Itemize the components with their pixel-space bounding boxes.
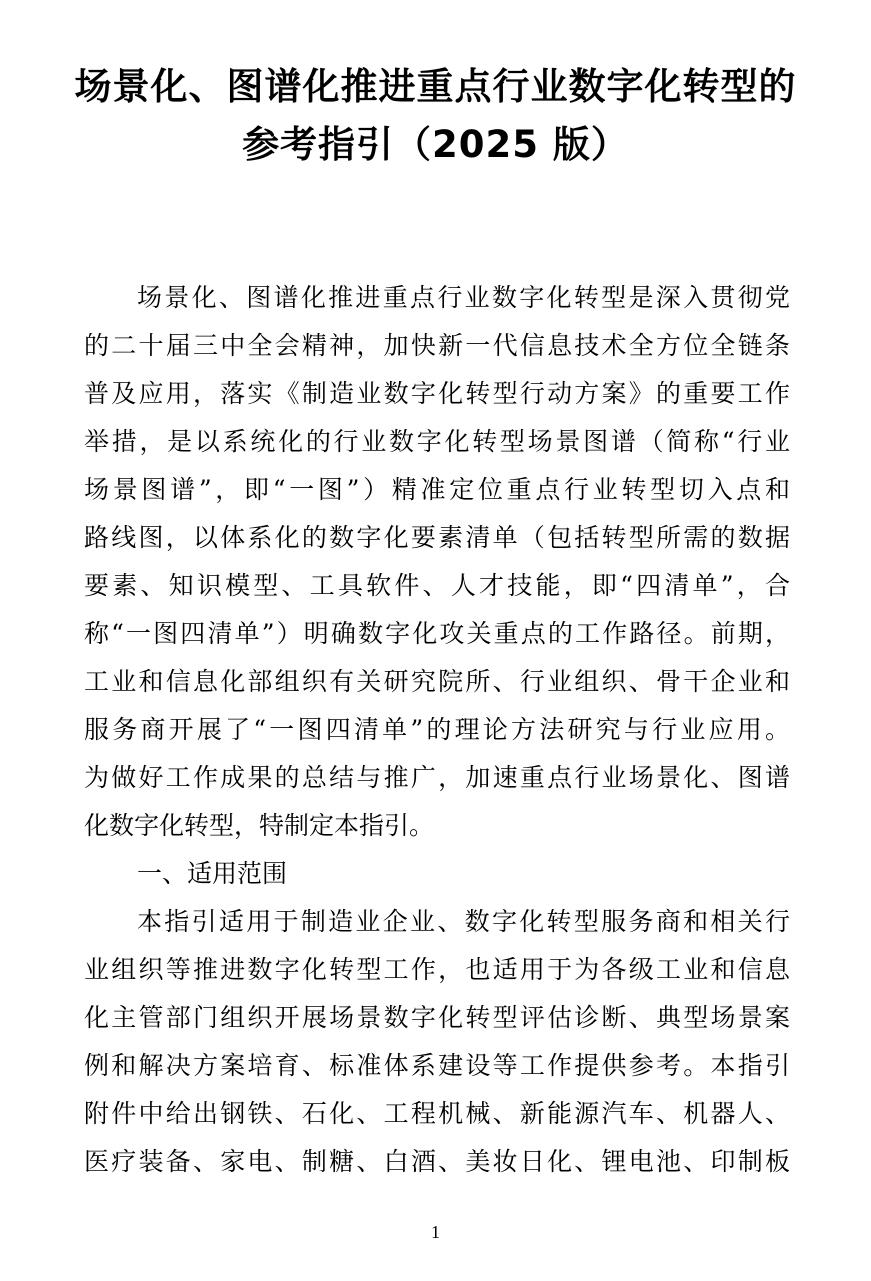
- intro-paragraph-line: 工业和信息化部组织有关研究院所、行业组织、骨干企业和: [84, 667, 790, 696]
- intro-paragraph-line: 场景图谱”，即“一图”）精准定位重点行业转型切入点和: [84, 475, 790, 504]
- document-title-line-2: 参考指引（2025 版）: [242, 123, 629, 166]
- intro-paragraph-line: 服务商开展了“一图四清单”的理论方法研究与行业应用。: [84, 715, 790, 744]
- scope-paragraph-line: 本指引适用于制造业企业、数字化转型服务商和相关行: [137, 907, 790, 936]
- intro-paragraph-line: 路线图，以体系化的数字化要素清单（包括转型所需的数据: [84, 523, 790, 552]
- intro-paragraph-line: 普及应用，落实《制造业数字化转型行动方案》的重要工作: [84, 379, 790, 408]
- intro-paragraph-line: 为做好工作成果的总结与推广，加速重点行业场景化、图谱: [84, 763, 790, 792]
- intro-paragraph-line: 举措，是以系统化的行业数字化转型场景图谱（简称“行业: [84, 427, 790, 456]
- scope-paragraph-line: 例和解决方案培育、标准体系建设等工作提供参考。本指引: [84, 1051, 790, 1080]
- scope-paragraph-line: 医疗装备、家电、制糖、白酒、美妆日化、锂电池、印制板: [84, 1147, 790, 1176]
- intro-paragraph-line: 化数字化转型，特制定本指引。: [84, 811, 435, 840]
- intro-paragraph-line: 场景化、图谱化推进重点行业数字化转型是深入贯彻党: [137, 283, 790, 312]
- page-number: 1: [431, 1222, 440, 1242]
- section-heading-scope: 一、适用范围: [137, 859, 288, 888]
- scope-paragraph-line: 化主管部门组织开展场景数字化转型评估诊断、典型场景案: [84, 1003, 790, 1032]
- intro-paragraph-line: 称“一图四清单”）明确数字化攻关重点的工作路径。前期，: [84, 619, 790, 648]
- scope-paragraph-line: 附件中给出钢铁、石化、工程机械、新能源汽车、机器人、: [84, 1099, 790, 1128]
- intro-paragraph-line: 的二十届三中全会精神，加快新一代信息技术全方位全链条: [84, 331, 790, 360]
- document-title-line-1: 场景化、图谱化推进重点行业数字化转型的: [74, 65, 797, 108]
- intro-paragraph-line: 要素、知识模型、工具软件、人才技能，即“四清单”，合: [84, 571, 790, 600]
- scope-paragraph-line: 业组织等推进数字化转型工作，也适用于为各级工业和信息: [84, 955, 790, 984]
